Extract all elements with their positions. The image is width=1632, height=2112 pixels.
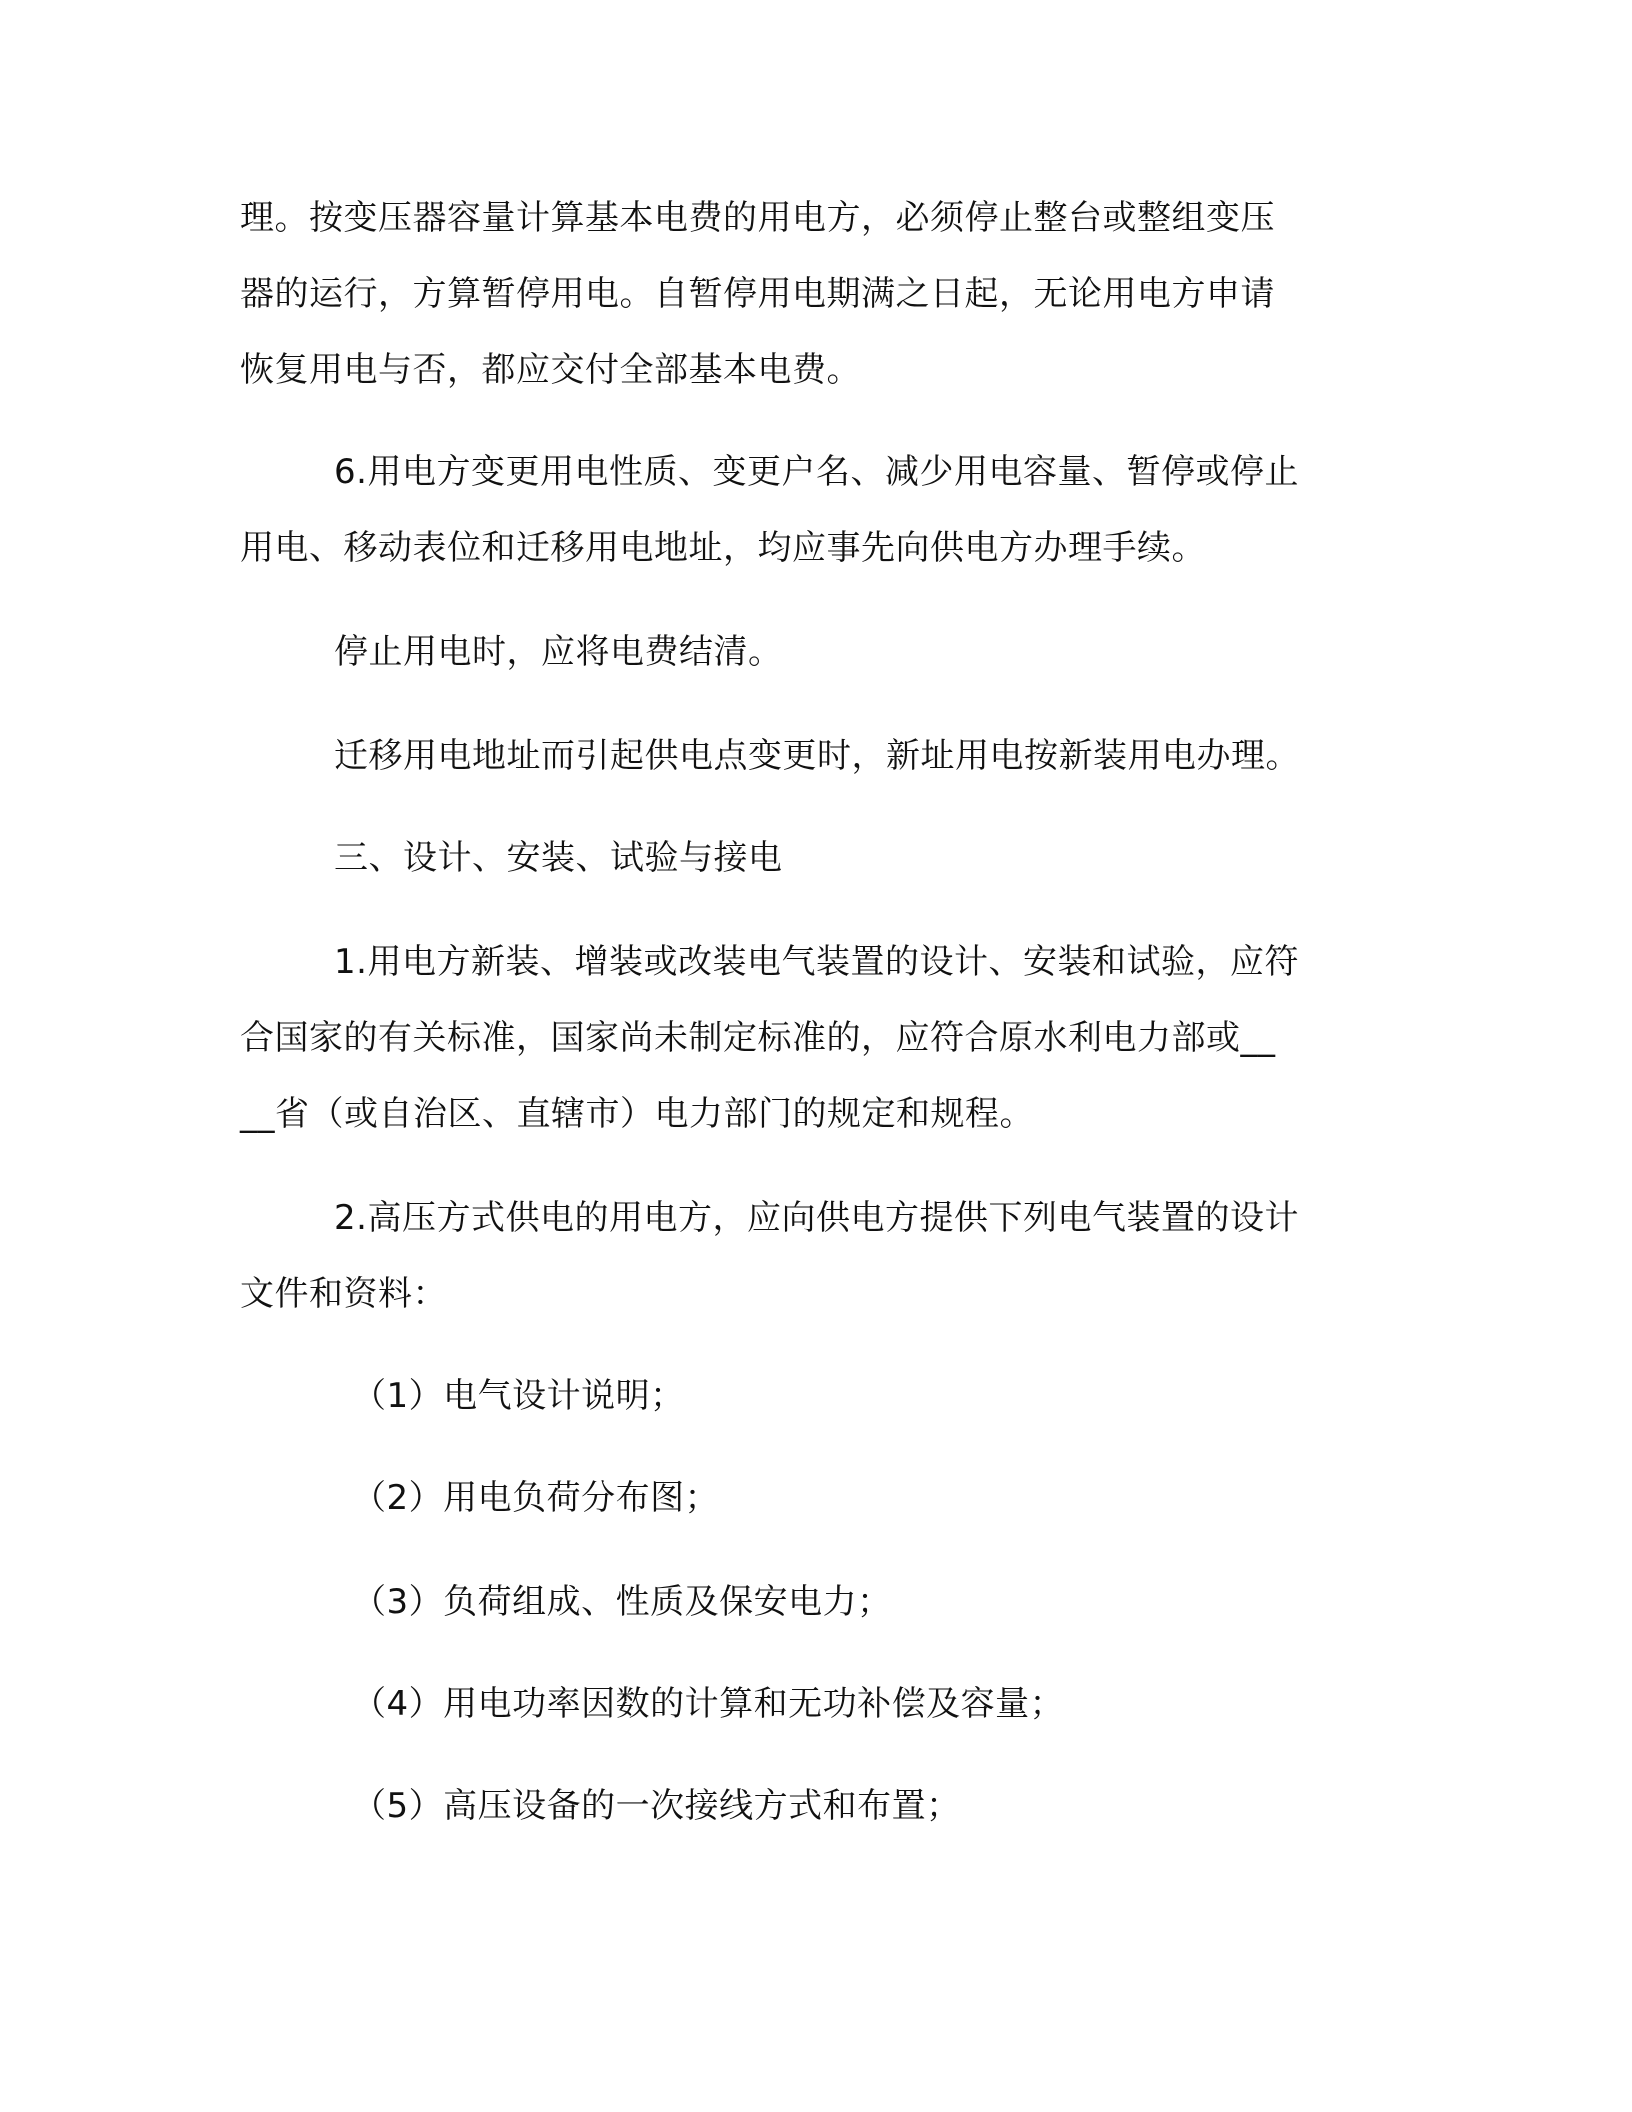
paragraph-line: 6.用电方变更用电性质、变更户名、减少用电容量、暂停或停止 <box>334 452 1299 492</box>
list-item: （4）用电功率因数的计算和无功补偿及容量； <box>352 1684 1065 1724</box>
paragraph-line: 用电、移动表位和迁移用电地址，均应事先向供电方办理手续。 <box>240 528 1206 568</box>
list-item: （5）高压设备的一次接线方式和布置； <box>352 1786 961 1826</box>
paragraph-line: 理。按变压器容量计算基本电费的用电方，必须停止整台或整组变压 <box>240 198 1275 238</box>
list-item: （1）电气设计说明； <box>352 1376 685 1416</box>
paragraph-line: 停止用电时，应将电费结清。 <box>334 632 783 672</box>
section-heading: 三、设计、安装、试验与接电 <box>334 838 783 878</box>
paragraph-line: __省（或自治区、直辖市）电力部门的规定和规程。 <box>240 1094 1034 1134</box>
paragraph-line: 合国家的有关标准，国家尚未制定标准的，应符合原水利电力部或__ <box>240 1018 1276 1058</box>
list-item: （2）用电负荷分布图； <box>352 1478 720 1518</box>
paragraph-line: 2.高压方式供电的用电方，应向供电方提供下列电气装置的设计 <box>334 1198 1299 1238</box>
paragraph-line: 文件和资料： <box>240 1274 447 1314</box>
list-item: （3）负荷组成、性质及保安电力； <box>352 1582 892 1622</box>
paragraph-line: 迁移用电地址而引起供电点变更时，新址用电按新装用电办理。 <box>334 736 1300 776</box>
paragraph-line: 器的运行，方算暂停用电。自暂停用电期满之日起，无论用电方申请 <box>240 274 1275 314</box>
paragraph-line: 1.用电方新装、增装或改装电气装置的设计、安装和试验，应符 <box>334 942 1299 982</box>
paragraph-line: 恢复用电与否，都应交付全部基本电费。 <box>240 350 861 390</box>
